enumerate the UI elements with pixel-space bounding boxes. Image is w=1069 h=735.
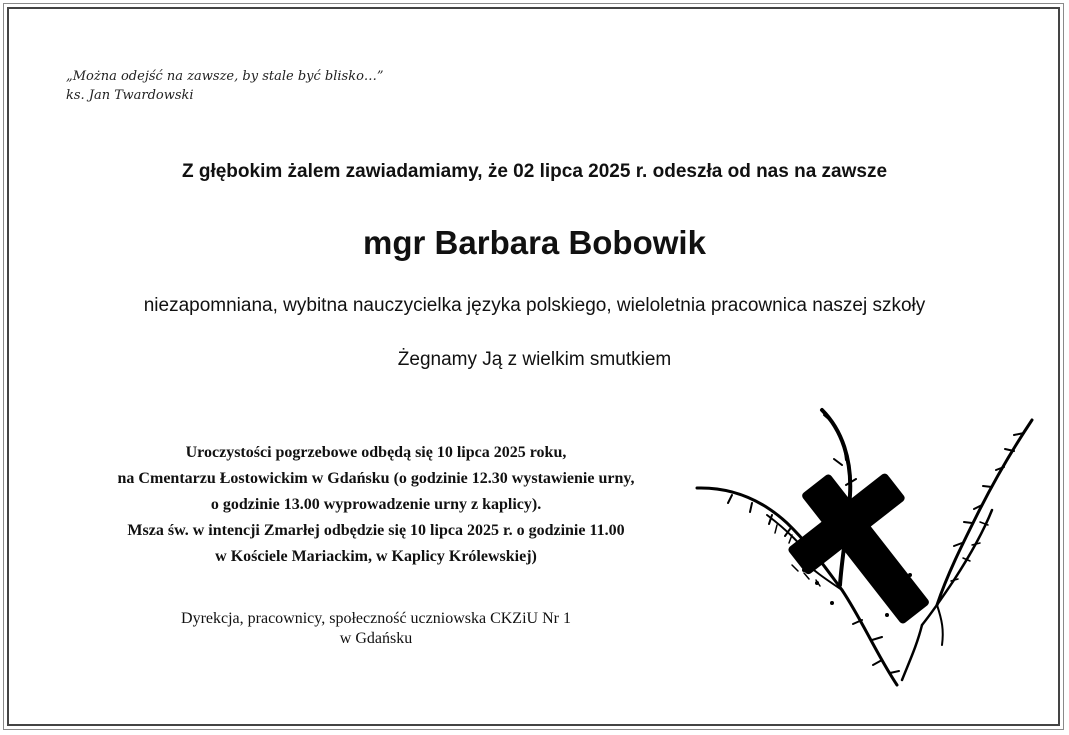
signature-block xyxy=(60,609,692,649)
deceased-name: mgr Barbara Bobowik xyxy=(363,224,706,261)
quote-author: ks. Jan Twardowski xyxy=(66,88,194,103)
ceremony-line: w Kościele Mariackim, w Kaplicy Królewskiej) xyxy=(215,548,537,565)
ceremony-line: Uroczystości pogrzebowe odbędą się 10 lipca 2025 roku, xyxy=(185,444,567,461)
quote-text: „Można odejść na zawsze, by stale być blisko…” xyxy=(66,69,384,84)
farewell-line: Żegnamy Ją z wielkim smutkiem xyxy=(397,349,672,370)
ceremony-line: Msza św. w intencji Zmarłej odbędzie się 10 lipca 2025 r. o godzinie 11.00 xyxy=(127,522,625,539)
ceremony-line: na Cmentarzu Łostowickim w Gdańsku (o godzinie 12.30 wystawienie urny, xyxy=(117,470,635,487)
quote-block xyxy=(66,67,384,105)
announcement-headline: Z głębokim żalem zawiadamiamy, że 02 lipca 2025 r. odeszła od nas na zawsze xyxy=(181,161,888,182)
signature-line: w Gdańsku xyxy=(339,630,413,647)
ceremony-details xyxy=(60,440,692,570)
deceased-description: niezapomniana, wybitna nauczycielka języka polskiego, wieloletnia pracownica naszej szkoły xyxy=(143,295,926,316)
ceremony-line: o godzinie 13.00 wyprowadzenie urny z kaplicy). xyxy=(210,496,542,513)
signature-line: Dyrekcja, pracownicy, społeczność uczniowska CKZiU Nr 1 xyxy=(181,610,571,627)
cross-with-grass-icon xyxy=(692,405,1042,690)
